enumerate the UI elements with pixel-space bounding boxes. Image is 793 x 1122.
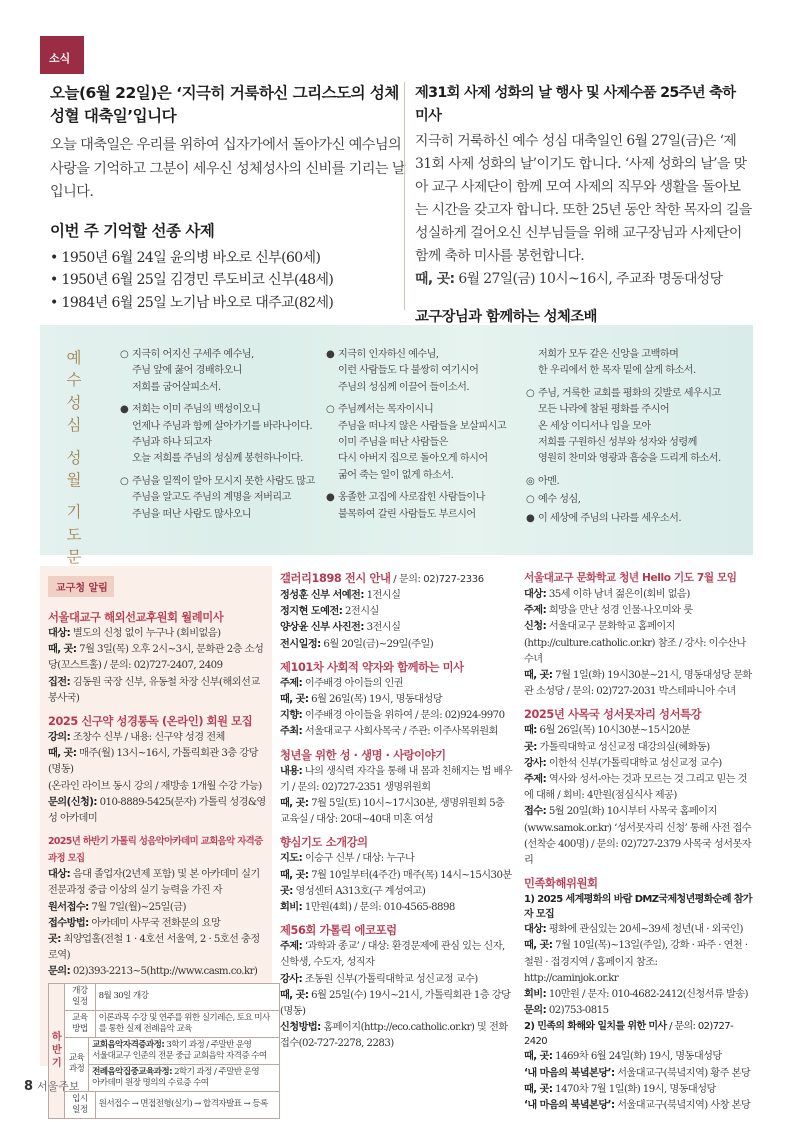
adoration-title: 교구장님과 함께하는 성체조배: [415, 308, 597, 325]
table-cell: 개강 일정: [65, 983, 96, 1010]
notice-subtitle: 2) 민족의 화해와 일치를 위한 미사 / 문의: 02)727-2420: [524, 1021, 734, 1048]
notice-title: 제101차 사회적 약자와 함께하는 미사: [280, 660, 464, 674]
notice-block: [280, 747, 516, 829]
notice-line: 때, 곳: 7월 10일부터(4주간) 매주(목) 14시~15시30분: [280, 869, 512, 881]
notice-line: ‘내 마음의 북녘본당’: 서울대교구(북녘지역) 사창 본당: [524, 1100, 751, 1112]
list-item: • 1984년 6월 25일 노기남 바오로 대주교(82세): [50, 292, 410, 315]
priest-day-article: [404, 82, 752, 325]
notice-line: 때, 곳: 6월 25일(수) 19시~21시, 가톨릭회관 1층 강당(명동): [280, 989, 511, 1018]
prayer-column-1: [120, 347, 330, 529]
table-cell: 전례음악집중교육과정: 2학기 과정 / 주말반 운영 아카데미 원장 명의의 수료증 수여: [89, 1064, 280, 1091]
notice-line: 강의: 조창수 신부 / 내용: 신구약 성경 전체: [48, 732, 225, 744]
notice-line: 대상: 별도의 신청 없이 누구나 (회비없음): [48, 628, 221, 639]
notice-line: 지도: 이승구 신부 / 대상: 누구나: [280, 853, 415, 865]
notice-block: [524, 706, 753, 869]
notice-block: [280, 570, 516, 653]
notice-line: 접수방법: 아카데미 사무국 전화문의 요망: [48, 917, 221, 929]
notice-line: 때, 곳: 7월 3일(목) 오후 2시~3시, 문화관 2층 소성당(꼬스트홀) / 문의: 02)727-2407, 2409: [48, 644, 264, 672]
table-cell: 8월 30일 개강: [95, 983, 279, 1010]
notice-column-3: [524, 566, 753, 1112]
notice-line: 회비: 10만원 / 문자: 010-4682-2412(신청서류 발송): [524, 989, 748, 1001]
notice-line: 때, 곳: 7월 1일(화) 19시30분~21시, 명동대성당 문화관 소성당 / 문의: 02)727-2031 박스테파니아 수녀: [524, 670, 752, 698]
notice-line: 문의: 02)393-2213~5(http://www.casm.co.kr): [48, 966, 258, 978]
page-number: 8: [24, 1079, 34, 1094]
notice-title: 청년을 위한 성 · 생명 · 사랑이야기: [280, 748, 446, 762]
notice-block: [280, 659, 516, 741]
notice-title: 서울대교구 해외선교후원회 월례미사: [48, 611, 224, 624]
notice-line: 곳: 영성센터 A313호(구 계성여고): [280, 885, 426, 897]
notice-block: [280, 922, 516, 1052]
notice-line: 대상: 평화에 관심있는 20세~39세 청년(내 · 외국인): [524, 924, 743, 936]
notice-line: 신청: 서울대교구 문화학교 홈페이지(http://culture.catholic.or.kr) 참조 / 강사: 이수산나 수녀: [524, 621, 746, 665]
notice-line: 주제: 이주배경 아이들의 인권: [280, 677, 404, 689]
prayer-verse: ○ 주님을 일찍이 알아 모시지 못한 사람도 많고 주님을 알고도 주님의 계명을 저버리고 주님을 떠난 사람도 많사오니: [120, 475, 315, 520]
feast-article: [50, 82, 410, 314]
notice-line: 문의: 02)753-0815: [524, 1005, 609, 1017]
table-cell: 이론과목 수강 및 연주를 위한 실기레슨, 토요 미사를 통한 실제 전례음악 교육: [95, 1010, 279, 1037]
notice-title: 향심기도 소개강의: [280, 836, 368, 850]
prayer-verse: ○ 주님, 거룩한 교회를 평화의 깃발로 세우시고 모든 나라에 참된 평화를 주시어 온 세상 이디서나 입을 모아 저희를 구원하신 성부와 성자와 성령께 영원히 찬미와 영광과 흠숭을 드리게 하소서.: [526, 387, 721, 465]
deceased-priests-list: [50, 247, 410, 315]
prayer-verse: ● 지극히 인자하신 예수님, 이런 사람들도 다 불쌍히 여기시어 주님의 성심께 이끌어 들이소서.: [326, 349, 479, 393]
table-cell: 교육 방법: [65, 1010, 96, 1037]
notice-block: [48, 713, 266, 827]
notice-line: 때, 곳: 1470차 7월 1일(화) 19시, 명동대성당: [524, 1083, 716, 1095]
notice-line: 주최: 서울대교구 사회사목국 / 주관: 이주사목위원회: [280, 726, 498, 738]
notice-title: 서울대교구 문화학교 청년 Hello 기도 7월 모임: [524, 572, 737, 584]
notice-line: 곳: 가톨릭대학교 성신교정 대강의실(혜화동): [524, 741, 710, 753]
notice-line: 신청방법: 홈페이지(http://eco.catholic.or.kr) 및 전화접수(02-727-2278, 2283): [280, 1022, 508, 1050]
priest-day-body: 지극히 거룩하신 예수 성심 대축일인 6월 27일(금)은 ‘제31회 사제 성화의 날’이기도 합니다. ‘사제 성화의 날’을 맞아 교구 사제단이 함께 모여 사제의 직무와 생활을 돌아보는 시간을 갖고자 합니다. 또한 25년 동안 착한 목자의 길을 성실하게 걸어오신 신부님들을 위해 교구장님과 사제단이 함께 축하 미사를 봉헌합니다.: [415, 133, 752, 264]
notice-line: 내용: 나의 생식력 자각을 통해 내 몸과 친해지는 법 배우기 / 문의: 02)727-2351 생명위원회: [280, 765, 513, 793]
notice-line: 원서접수: 7월 7일(월)~25일(금): [48, 901, 186, 913]
prayer-column-3: [526, 347, 751, 533]
notice-line: 양상윤 신부 사진전: 3전시실: [280, 622, 401, 634]
prayer-verse: ● 옹졸한 고집에 사로잡힌 사람들이나 불목하여 갈린 사람들도 부르시어: [326, 492, 485, 520]
diocese-notice-badge: 교구청 알림: [48, 576, 114, 597]
notice-line: 때: 6월 26일(목) 10시30분~15시20분: [524, 725, 691, 737]
notice-block: [48, 833, 266, 980]
notice-block: [524, 875, 753, 1114]
notice-line: 때, 곳: 1469차 6월 24일(화) 19시, 명동대성당: [524, 1051, 722, 1063]
notice-title: 2025년 사목국 성서못자리 성서특강: [524, 708, 702, 722]
publication-name: 서울주보: [37, 1080, 80, 1093]
prayer-title: 예 수 성 심 성 월 기 도 문: [66, 349, 82, 567]
table-row: [49, 983, 280, 1010]
list-item: • 1950년 6월 25일 김경민 루도비코 신부(48세): [50, 269, 410, 292]
notice-title: 2025 신구약 성경통독 (온라인) 회원 모집: [48, 715, 253, 729]
priest-day-when: 때, 곳: 6월 27일(금) 10시~16시, 주교좌 명동대성당: [415, 271, 723, 287]
list-item: • 1950년 6월 24일 윤의병 바오로 신부(60세): [50, 247, 410, 270]
semester-label: 하 반 기: [49, 983, 65, 1118]
prayer-verse: ◎ 아멘.: [526, 475, 560, 487]
prayer-verse: ○ 주님께서는 목자이시니 주님을 떠나지 않은 사람들을 보살피시고 이미 주님을 떠난 사람들은 다시 아버지 집으로 돌아오게 하시어 굶어 죽는 일이 없게 하소서.: [326, 404, 507, 481]
notice-line: 회비: 1만원(4회) / 문의: 010-4565-8898: [280, 902, 455, 914]
priest-day-title: 제31회 사제 성화의 날 행사 및 사제수품 25주년 축하 미사: [415, 85, 736, 124]
prayer-verse: 저희가 모두 같은 신앙을 고백하며 한 우리에서 한 목자 밑에 살게 하소서.: [538, 349, 696, 377]
table-cell: 교육 과정: [65, 1037, 89, 1091]
notice-block: [280, 834, 516, 916]
table-row: [49, 1010, 280, 1037]
notice-line: 주제: 역사와 성서-아는 것과 모르는 것 그리고 믿는 것에 대해 / 회비: 4만원(점심식사 제공): [524, 774, 748, 802]
prayer-verse: ○ 예수 성심,: [526, 494, 581, 506]
table-row: [49, 1037, 280, 1064]
notice-column-2: [280, 566, 516, 1066]
notice-title: 제56회 가톨릭 에코포럼: [280, 924, 397, 938]
feast-body: 오늘 대축일은 우리를 위하여 십자가에서 돌아가신 예수님의 사랑을 기억하고 그분이 세우신 성체성사의 신비를 기리는 날입니다.: [50, 137, 405, 200]
notice-line: 정지현 도예전: 2전시실: [280, 606, 379, 618]
notice-subtitle: 1) 2025 세계평화의 바람 DMZ국제청년평화순례 참가자 모집: [524, 894, 752, 921]
notice-title: 2025년 하반기 가톨릭 성음악아카데미 교회음악 자격증 과정 모집: [48, 836, 263, 865]
notice-line: 때, 곳: 6월 26일(목) 19시, 명동대성당: [280, 694, 443, 706]
notice-line: 문의(신청): 010-8889-5425(문자) 가톨릭 성경&영성 아카데미: [48, 796, 266, 825]
table-cell: 교회음악자격증과정: 3학기 과정 / 주말반 운영 서울대교구 인준의 전문 중급 교회음악 자격증 수여: [89, 1037, 280, 1064]
table-cell: 입시 일정: [65, 1091, 96, 1118]
notice-line: 대상: 음대 졸업자(2년제 포함) 및 본 아카데미 실기전문과정 중급 이상의 실기 능력을 가진 자: [48, 869, 260, 897]
notice-line: 집전: 김동원 국장 신부, 유동철 차장 신부(해외선교봉사국): [48, 676, 260, 704]
notice-line: 강사: 조동원 신부(가톨릭대학교 성신교정 교수): [280, 973, 478, 985]
sacred-heart-prayer: [40, 325, 753, 567]
notice-line: 곳: 최양업홀(전철 1 · 4호선 서울역, 2 · 5호선 충정로역): [48, 934, 260, 962]
section-tab: 소식: [40, 36, 84, 74]
notice-line: 지향: 이주배경 아이들을 위하여 / 문의: 02)924-9970: [280, 710, 505, 722]
notice-line: 때, 곳: 매주(월) 13시~16시, 가톨릭회관 3층 강당(명동) (온라인 라이브 동시 강의 / 재방송 1개월 수강 가능): [48, 748, 262, 792]
table-cell: 원서접수 → 면접전형(실기) → 합격자발표 → 등록: [95, 1091, 279, 1118]
notice-line: 때, 곳: 7월 5일(토) 10시~17시30분, 생명위원회 5층 교육실 / 대상: 20대~40대 미혼 여성: [280, 798, 505, 826]
top-articles: [40, 74, 753, 325]
prayer-verse: ○ 지극히 어지신 구세주 예수님, 주님 앞에 꿇어 경배하오니 저희를 굽어살피소서.: [120, 349, 254, 393]
prayer-verse: ● 이 세상에 주님의 나라를 세우소서.: [526, 512, 682, 524]
notice-line: 주제: ‘과학과 종교’ / 대상: 환경문제에 관심 있는 신자, 신학생, 수도자, 성직자: [280, 941, 505, 969]
prayer-verse: ● 저희는 이미 주님의 백성이오니 언제나 주님과 함께 살아가기를 바라나이다. 주님과 하나 되고자 오늘 저희를 주님의 성심께 봉헌하나이다.: [120, 404, 313, 465]
notice-line: 때, 곳: 7월 10일(목)~13일(주일), 강화 · 파주 · 연천 · 철원 · 접경지역 / 홈페이지 참조: http://caminjok.or.kr: [524, 940, 748, 984]
prayer-column-2: [326, 347, 526, 529]
deceased-priests-title: 이번 주 기억할 선종 사제: [50, 221, 215, 240]
page-footer: [24, 1078, 80, 1094]
table-row: [49, 1091, 280, 1118]
notice-line: 정성훈 신부 서예전: 1전시실: [280, 590, 401, 601]
notice-line: 대상: 35세 이하 남녀 젊은이(회비 없음): [524, 589, 690, 600]
notice-title: 갤러리1898 전시 안내 / 문의: 02)727-2336: [280, 572, 484, 585]
notice-line: 강사: 이한석 신부(가톨릭대학교 성신교정 교수): [524, 757, 722, 769]
notice-line: ‘내 마음의 북녘본당’: 서울대교구(북녘지역) 황주 본당: [524, 1067, 751, 1079]
notice-line: 전시일정: 6월 20일(금)~29일(주일): [280, 638, 434, 650]
feast-title: 오늘(6월 22일)은 ‘지극히 거룩하신 그리스도의 성체 성혈 대축일’입니다: [50, 84, 399, 125]
notice-block: [48, 609, 266, 707]
notice-line: 접수: 5월 20일(화) 10시부터 사목국 홈페이지(www.samok.or.kr) ‘성서못자리 신청’ 통해 사전 접수(선착순 400명) / 문의: 02)727-2379 사목국 성서못자리: [524, 806, 752, 867]
notice-line: 주제: 희망을 만난 성경 인물-나오미와 룻: [524, 605, 693, 617]
academy-schedule-table: [48, 983, 280, 1119]
notice-title: 민족화해위원회: [524, 877, 598, 891]
notice-block: [524, 570, 753, 700]
